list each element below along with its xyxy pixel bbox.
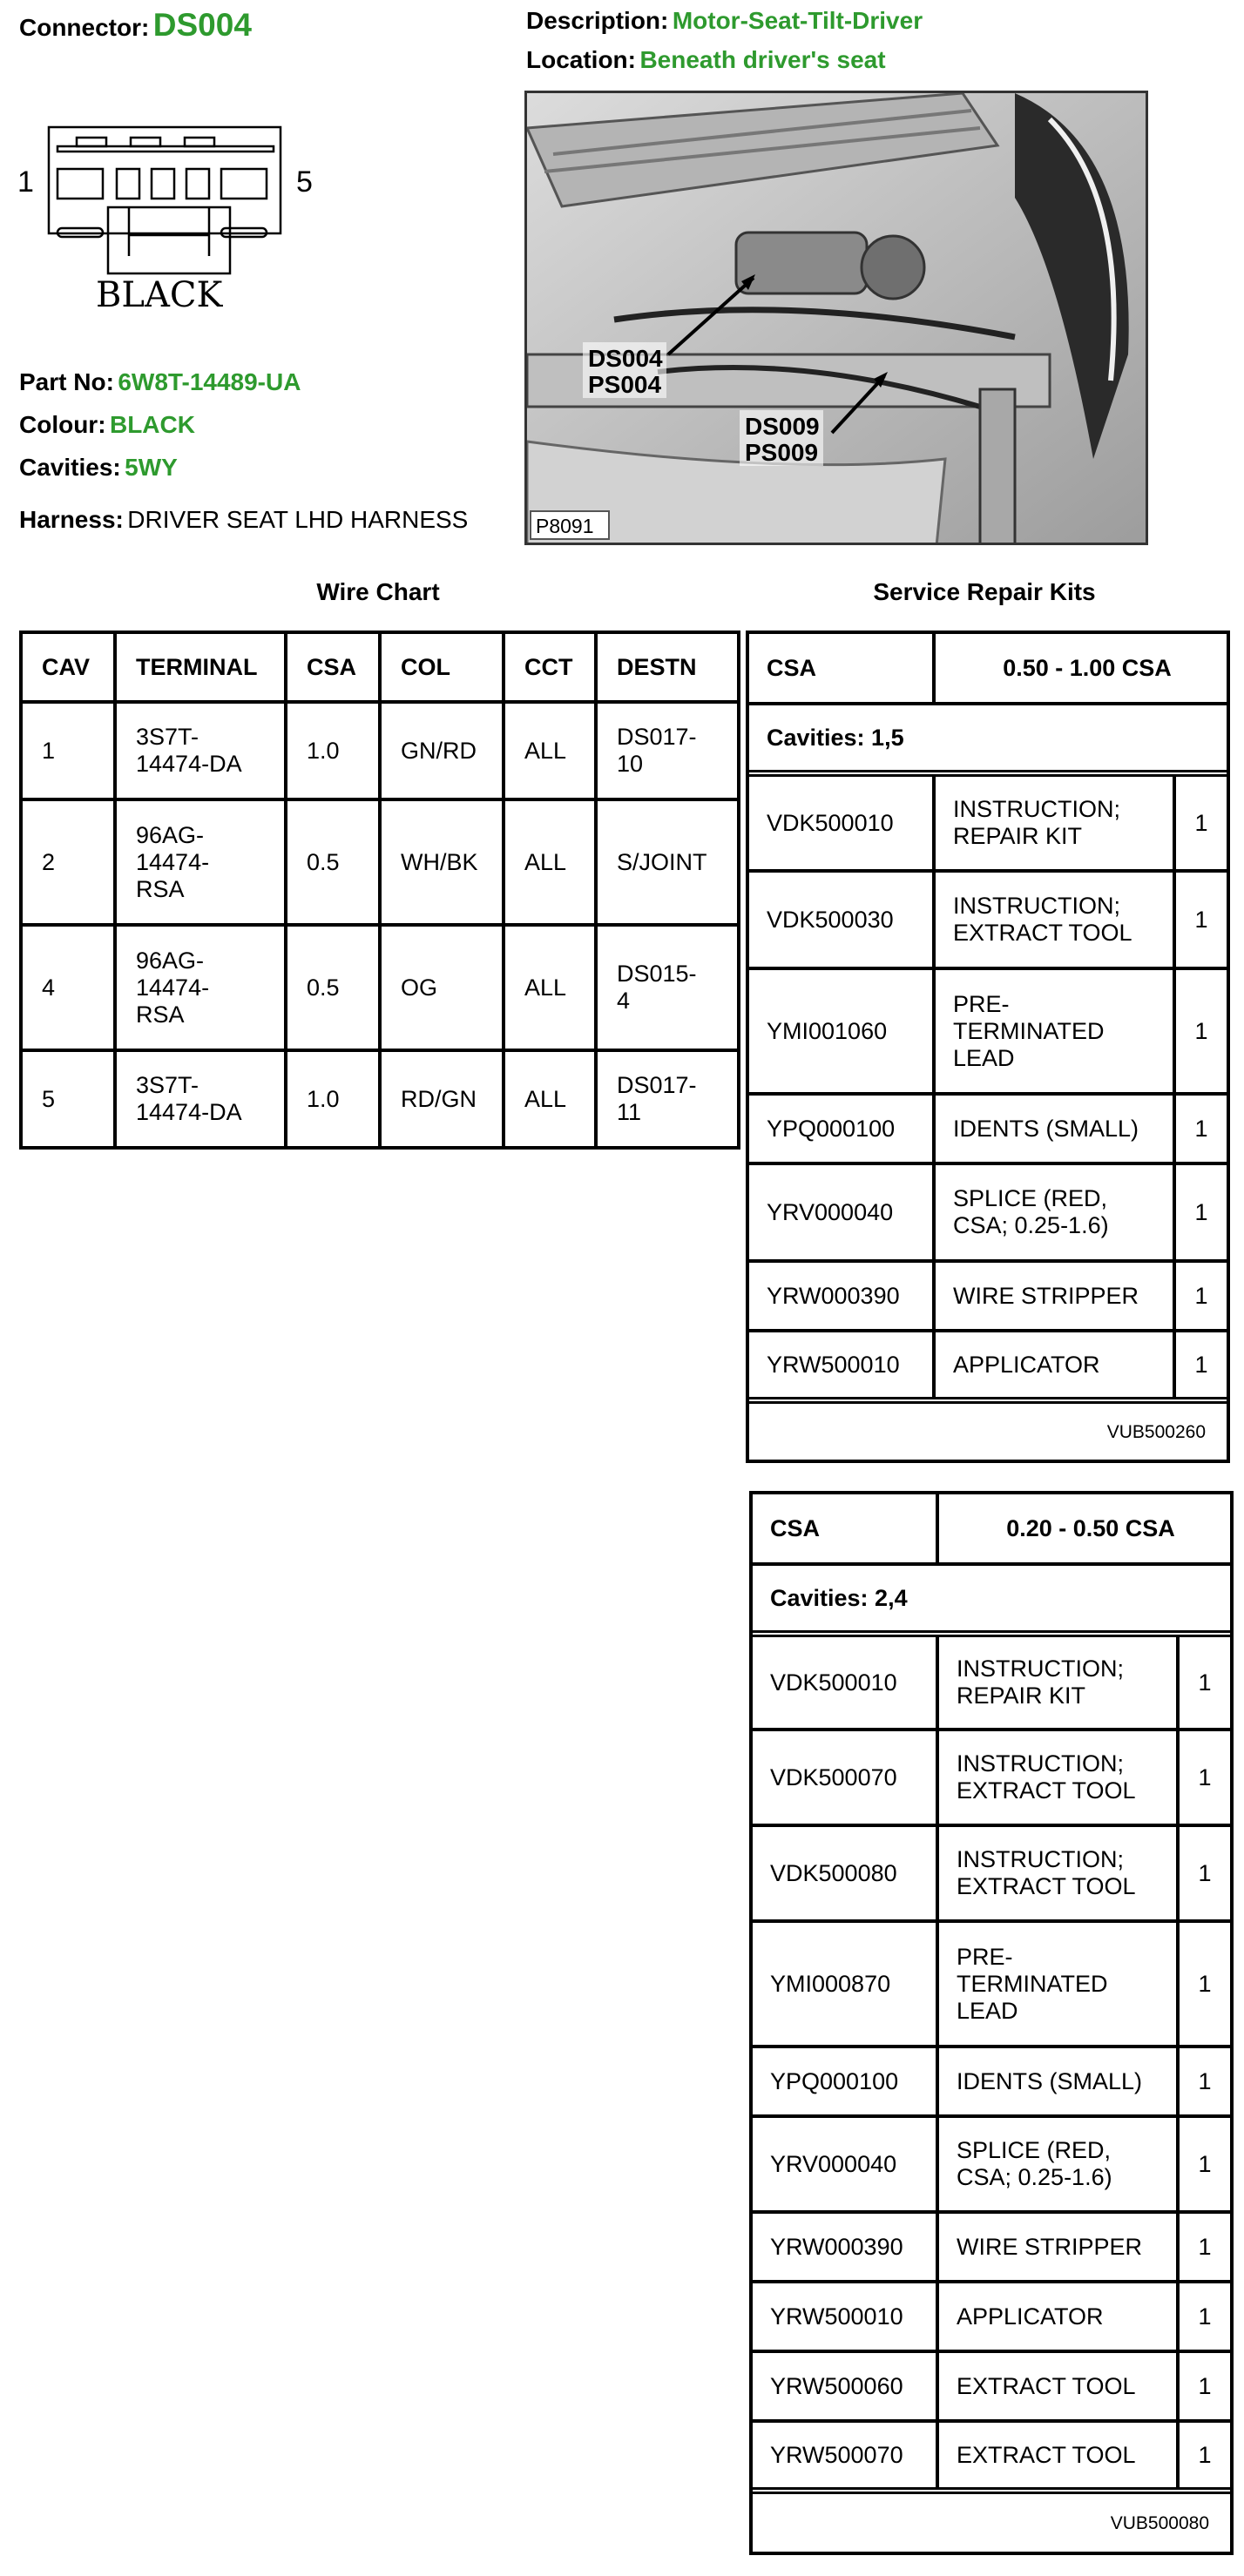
cell-cct: ALL bbox=[504, 702, 596, 799]
kit-part-number: YRW000390 bbox=[753, 2212, 937, 2282]
location-line bbox=[526, 46, 886, 74]
cell-cav: 4 bbox=[21, 925, 115, 1050]
header-destn: DESTN bbox=[596, 632, 739, 702]
photo-ref: P8091 bbox=[536, 515, 594, 537]
kit-part-number: YRW500060 bbox=[753, 2351, 937, 2421]
connector-label: Connector: bbox=[19, 14, 150, 41]
kit-part-qty: 1 bbox=[1178, 2116, 1230, 2212]
cell-terminal: 3S7T- 14474-DA bbox=[115, 702, 286, 799]
connector-heading bbox=[19, 7, 252, 44]
connector-face-diagram bbox=[16, 113, 329, 331]
cell-destn: DS017- 10 bbox=[596, 702, 739, 799]
kit-part-description: APPLICATOR bbox=[934, 1331, 1174, 1400]
harness-value: DRIVER SEAT LHD HARNESS bbox=[127, 506, 469, 533]
colour-value: BLACK bbox=[109, 411, 195, 438]
cell-destn: S/JOINT bbox=[596, 799, 739, 925]
description-label: Description: bbox=[526, 7, 669, 34]
service-repair-kits-title: Service Repair Kits bbox=[873, 578, 1096, 605]
kit-ref: VUB500260 bbox=[1106, 1421, 1207, 1442]
cell-cct: ALL bbox=[504, 925, 596, 1050]
list-item bbox=[753, 1921, 1230, 2047]
cavities-line bbox=[19, 454, 178, 482]
cell-col: GN/RD bbox=[380, 702, 504, 799]
kit-part-number: YRW000390 bbox=[749, 1261, 934, 1331]
list-item bbox=[749, 968, 1227, 1094]
cell-col: OG bbox=[380, 925, 504, 1050]
kit-part-qty: 1 bbox=[1174, 1163, 1227, 1261]
kit-part-qty: 1 bbox=[1174, 1261, 1227, 1331]
kit-part-number: YPQ000100 bbox=[753, 2047, 937, 2116]
part-no-label: Part No: bbox=[19, 368, 114, 395]
kit-part-number: YRV000040 bbox=[753, 2116, 937, 2212]
kit-part-description: INSTRUCTION; EXTRACT TOOL bbox=[937, 1825, 1178, 1921]
list-item bbox=[749, 1163, 1227, 1261]
part-no-value: 6W8T-14489-UA bbox=[118, 368, 301, 395]
kit-part-qty: 1 bbox=[1178, 2212, 1230, 2282]
kit-part-description: SPLICE (RED, CSA; 0.25-1.6) bbox=[934, 1163, 1174, 1261]
kit-part-qty: 1 bbox=[1178, 1634, 1230, 1730]
kit-part-description: INSTRUCTION; REPAIR KIT bbox=[937, 1634, 1178, 1730]
wire-chart-title: Wire Chart bbox=[316, 578, 440, 605]
kit-part-qty: 1 bbox=[1178, 2047, 1230, 2116]
kit-cavities: Cavities: 2,4 bbox=[753, 1564, 1230, 1634]
harness-label: Harness: bbox=[19, 506, 124, 533]
kit-part-description: INSTRUCTION; EXTRACT TOOL bbox=[937, 1730, 1178, 1825]
kit-ref-row bbox=[753, 2491, 1230, 2552]
table-row bbox=[21, 925, 739, 1050]
location-value: Beneath driver's seat bbox=[639, 46, 886, 73]
list-item bbox=[749, 1331, 1227, 1400]
kit-part-number: YRV000040 bbox=[749, 1163, 934, 1261]
photo-callout-ps004: PS004 bbox=[588, 371, 662, 398]
repair-kit-1 bbox=[746, 631, 1230, 1463]
list-item bbox=[753, 2351, 1230, 2421]
list-item bbox=[753, 2116, 1230, 2212]
photo-callout-ds004: DS004 bbox=[588, 345, 663, 372]
list-item bbox=[753, 2212, 1230, 2282]
kit-part-number: YMI000870 bbox=[753, 1921, 937, 2047]
part-no-line bbox=[19, 368, 301, 396]
repair-kit-2 bbox=[749, 1491, 1234, 2555]
cell-cav: 5 bbox=[21, 1050, 115, 1148]
cell-cav: 1 bbox=[21, 702, 115, 799]
table-row bbox=[21, 1050, 739, 1148]
cell-csa: 0.5 bbox=[286, 925, 380, 1050]
kit-cavities: Cavities: 1,5 bbox=[749, 704, 1227, 773]
cell-cct: ALL bbox=[504, 799, 596, 925]
list-item bbox=[753, 2282, 1230, 2351]
cell-destn: DS017- 11 bbox=[596, 1050, 739, 1148]
cell-col: WH/BK bbox=[380, 799, 504, 925]
pin-label-left: 1 bbox=[17, 165, 34, 199]
table-row bbox=[21, 799, 739, 925]
kit-csa-label: CSA bbox=[749, 634, 934, 704]
header-col: COL bbox=[380, 632, 504, 702]
wire-chart-header-row bbox=[21, 632, 739, 702]
list-item bbox=[749, 773, 1227, 871]
harness-line bbox=[19, 506, 468, 534]
kit-part-description: WIRE STRIPPER bbox=[934, 1261, 1174, 1331]
kit-header-row bbox=[749, 634, 1227, 704]
list-item bbox=[753, 2047, 1230, 2116]
list-item bbox=[753, 1634, 1230, 1730]
location-photo bbox=[524, 91, 1148, 545]
kit-part-number: VDK500010 bbox=[753, 1634, 937, 1730]
kit-part-qty: 1 bbox=[1178, 1921, 1230, 2047]
kit-part-description: INSTRUCTION; EXTRACT TOOL bbox=[934, 871, 1174, 968]
cell-cct: ALL bbox=[504, 1050, 596, 1148]
list-item bbox=[753, 1730, 1230, 1825]
list-item bbox=[753, 2421, 1230, 2491]
kit-part-qty: 1 bbox=[1174, 871, 1227, 968]
kit-part-qty: 1 bbox=[1178, 1730, 1230, 1825]
connector-colour-text: BLACK bbox=[96, 275, 223, 315]
kit-part-number: YRW500070 bbox=[753, 2421, 937, 2491]
list-item bbox=[753, 1825, 1230, 1921]
table-row bbox=[21, 702, 739, 799]
connector-id: DS004 bbox=[152, 7, 252, 43]
list-item bbox=[749, 1261, 1227, 1331]
kit-cavities-row bbox=[749, 704, 1227, 773]
cell-destn: DS015- 4 bbox=[596, 925, 739, 1050]
kit-part-description: WIRE STRIPPER bbox=[937, 2212, 1178, 2282]
wire-chart-table bbox=[19, 631, 740, 1150]
header-cct: CCT bbox=[504, 632, 596, 702]
kit-part-description: PRE- TERMINATED LEAD bbox=[934, 968, 1174, 1094]
cell-csa: 1.0 bbox=[286, 1050, 380, 1148]
kit-header-row bbox=[753, 1494, 1230, 1564]
kit-part-number: YRW500010 bbox=[753, 2282, 937, 2351]
colour-line bbox=[19, 411, 195, 439]
cavities-label: Cavities: bbox=[19, 454, 121, 481]
kit-ref: VUB500080 bbox=[1110, 2512, 1210, 2533]
list-item bbox=[749, 1094, 1227, 1163]
kit-part-number: VDK500010 bbox=[749, 773, 934, 871]
kit-part-qty: 1 bbox=[1178, 1825, 1230, 1921]
kit-csa-label: CSA bbox=[753, 1494, 937, 1564]
kit-part-qty: 1 bbox=[1178, 2351, 1230, 2421]
seat-mechanism-illustration bbox=[527, 93, 1146, 543]
kit-csa-range: 0.20 - 0.50 CSA bbox=[937, 1494, 1230, 1564]
colour-label: Colour: bbox=[19, 411, 106, 438]
cell-col: RD/GN bbox=[380, 1050, 504, 1148]
cell-terminal: 96AG- 14474- RSA bbox=[115, 925, 286, 1050]
cell-terminal: 96AG- 14474- RSA bbox=[115, 799, 286, 925]
kit-csa-range: 0.50 - 1.00 CSA bbox=[934, 634, 1227, 704]
cell-cav: 2 bbox=[21, 799, 115, 925]
kit-part-qty: 1 bbox=[1178, 2421, 1230, 2491]
kit-part-description: INSTRUCTION; REPAIR KIT bbox=[934, 773, 1174, 871]
description-value: Motor-Seat-Tilt-Driver bbox=[672, 7, 923, 34]
kit-part-number: YMI001060 bbox=[749, 968, 934, 1094]
kit-part-qty: 1 bbox=[1174, 968, 1227, 1094]
cell-csa: 0.5 bbox=[286, 799, 380, 925]
kit-part-description: APPLICATOR bbox=[937, 2282, 1178, 2351]
kit-part-qty: 1 bbox=[1174, 1331, 1227, 1400]
location-label: Location: bbox=[526, 46, 636, 73]
kit-part-number: YPQ000100 bbox=[749, 1094, 934, 1163]
kit-part-qty: 1 bbox=[1174, 773, 1227, 871]
description-line bbox=[526, 7, 923, 35]
kit-part-description: SPLICE (RED, CSA; 0.25-1.6) bbox=[937, 2116, 1178, 2212]
kit-part-description: IDENTS (SMALL) bbox=[937, 2047, 1178, 2116]
header-cav: CAV bbox=[21, 632, 115, 702]
kit-part-number: VDK500070 bbox=[753, 1730, 937, 1825]
kit-part-qty: 1 bbox=[1174, 1094, 1227, 1163]
cell-terminal: 3S7T- 14474-DA bbox=[115, 1050, 286, 1148]
photo-callout-ds009: DS009 bbox=[745, 413, 820, 440]
cell-csa: 1.0 bbox=[286, 702, 380, 799]
pin-label-right: 5 bbox=[296, 165, 313, 199]
kit-part-number: YRW500010 bbox=[749, 1331, 934, 1400]
kit-part-description: EXTRACT TOOL bbox=[937, 2421, 1178, 2491]
kit-part-number: VDK500030 bbox=[749, 871, 934, 968]
header-csa: CSA bbox=[286, 632, 380, 702]
list-item bbox=[749, 871, 1227, 968]
kit-cavities-row bbox=[753, 1564, 1230, 1634]
kit-part-number: VDK500080 bbox=[753, 1825, 937, 1921]
header-terminal: TERMINAL bbox=[115, 632, 286, 702]
photo-callout-ps009: PS009 bbox=[745, 439, 819, 466]
kit-ref-row bbox=[749, 1400, 1227, 1460]
cavities-value: 5WY bbox=[125, 454, 178, 481]
kit-part-qty: 1 bbox=[1178, 2282, 1230, 2351]
kit-part-description: EXTRACT TOOL bbox=[937, 2351, 1178, 2421]
kit-part-description: IDENTS (SMALL) bbox=[934, 1094, 1174, 1163]
kit-part-description: PRE- TERMINATED LEAD bbox=[937, 1921, 1178, 2047]
